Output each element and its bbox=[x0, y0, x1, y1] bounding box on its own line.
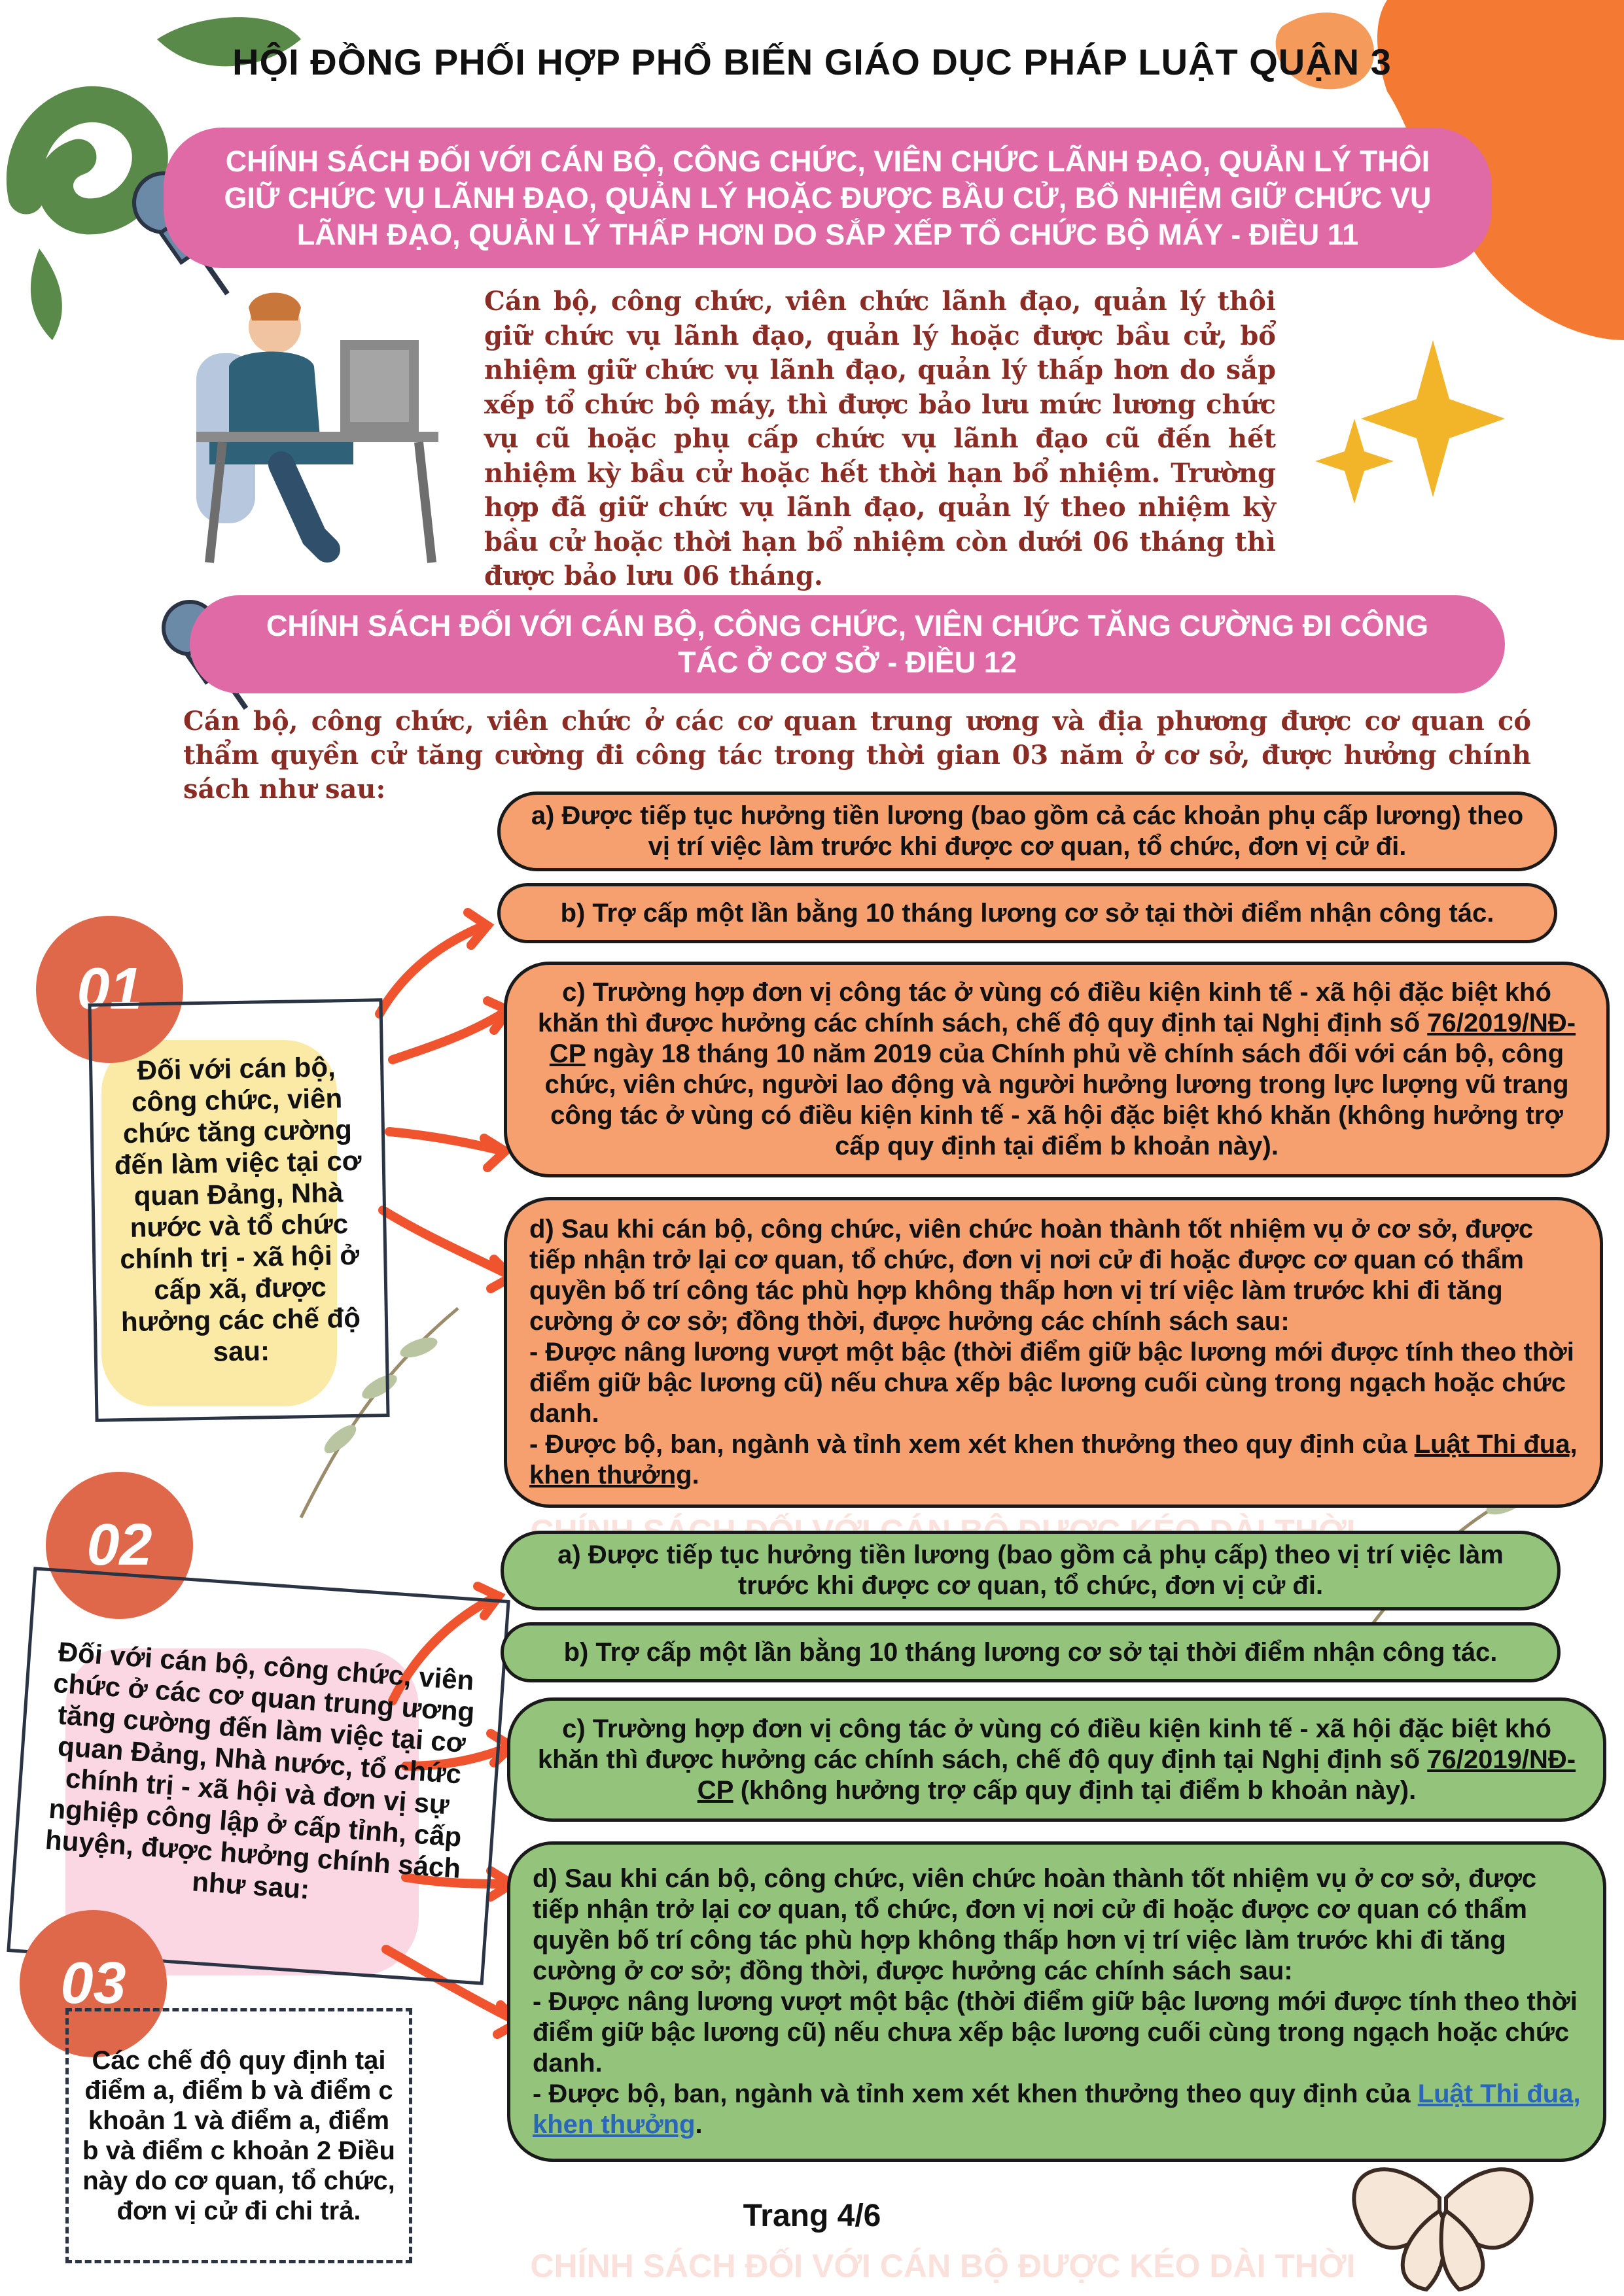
group-2-item-a-text: a) Được tiếp tục hưởng tiền lương (bao gồm cả phụ cấp) theo vị trí việc làm trước khi được cơ quan, tổ chức, đơn vị cử đi. bbox=[557, 1540, 1504, 1600]
section-11-heading-line: LÃNH ĐẠO, QUẢN LÝ THẤP HƠN DO SẮP XẾP TỔ CHỨC BỘ MÁY - ĐIỀU 11 bbox=[296, 217, 1359, 251]
star-large bbox=[1361, 340, 1505, 497]
badge-01: 01 bbox=[36, 916, 183, 1063]
group-3-description-text: Các chế độ quy định tại điểm a, điểm b và điểm c khoản 1 và điểm a, điểm b và điểm c khoản 2 Điều này do cơ quan, tổ chức, đơn vị cử đi chi trả. bbox=[82, 2046, 395, 2225]
arrows-group-1 bbox=[380, 913, 512, 1289]
page-title: HỘI ĐỒNG PHỐI HỢP PHỔ BIẾN GIÁO DỤC PHÁP LUẬT QUẬN 3 bbox=[232, 41, 1392, 82]
item-d-bullet-1: - Được nâng lương vượt một bậc (thời điểm giữ bậc lương mới được tính theo thời điểm giữ bậc lương cũ) nếu chưa xếp bậc lương cuối cùng trong ngạch hoặc chức danh. bbox=[529, 1338, 1574, 1428]
woman-at-computer-illustration bbox=[196, 293, 438, 563]
item-c-text-post: (không hưởng trợ cấp quy định tại điểm b khoản này). bbox=[740, 1775, 1417, 1805]
green-leaf-swirl bbox=[24, 104, 150, 217]
decree-76-2019-link[interactable]: 76/2019/NĐ-CP bbox=[549, 1009, 1576, 1068]
item-d-main: d) Sau khi cán bộ, công chức, viên chức hoàn thành tốt nhiệm vụ ở cơ sở, được tiếp nhận trở lại cơ quan, tổ chức, đơn vị nơi cử đi hoặc được cơ quan có thẩm quyền bố trí công tác phù hợp không thấp hơn vị trí việc làm trước khi đi tăng cường ở cơ sở; đồng thời, được hưởng các chính sách sau: bbox=[529, 1215, 1534, 1336]
group-1-description bbox=[88, 998, 389, 1422]
law-emulation-reward-link[interactable]: Luật Thi đua, khen thưởng bbox=[529, 1430, 1578, 1489]
section-11-body: Cán bộ, công chức, viên chức lãnh đạo, quản lý thôi giữ chức vụ lãnh đạo, quản lý hoặc được bầu cử, bổ nhiệm giữ chức vụ lãnh đạo, quản lý thấp hơn do sắp xếp tổ chức bộ máy, thì được bảo lưu mức lương chức vụ cũ hoặc phụ cấp chức vụ lãnh đạo cũ đến hết nhiệm kỳ bầu cử hoặc hết thời hạn bổ nhiệm. Trường hợp đã giữ chức vụ lãnh đạo, quản lý theo nhiệm kỳ bầu cử hoặc thời hạn bổ nhiệm còn dưới 06 tháng thì được bảo lưu 06 tháng. bbox=[484, 286, 1276, 591]
item-d-bullet-2-end: . bbox=[695, 2110, 703, 2139]
section-11-heading-line: GIỮ CHỨC VỤ LÃNH ĐẠO, QUẢN LÝ HOẶC ĐƯỢC BẦU CỬ, BỔ NHIỆM GIỮ CHỨC VỤ bbox=[224, 181, 1432, 215]
faded-bottom-heading: CHÍNH SÁCH ĐỐI VỚI CÁN BỘ ĐƯỢC KÉO DÀI THỜI bbox=[530, 2248, 1356, 2284]
item-d-main: d) Sau khi cán bộ, công chức, viên chức hoàn thành tốt nhiệm vụ ở cơ sở, được tiếp nhận trở lại cơ quan, tổ chức, đơn vị nơi cử đi hoặc được cơ quan có thẩm quyền bố trí công tác phù hợp không thấp hơn vị trí việc làm trước khi đi tăng cường ở cơ sở; đồng thời, được hưởng các chính sách sau: bbox=[533, 1864, 1537, 1985]
item-d-bullet-2 bbox=[529, 1429, 1578, 1491]
item-d-bullet-2 bbox=[533, 2079, 1581, 2140]
group-2-item-d bbox=[507, 1841, 1606, 2162]
page-number: Trang 4/6 bbox=[743, 2199, 881, 2233]
group-1-item-a bbox=[497, 791, 1557, 871]
section-12-intro: Cán bộ, công chức, viên chức ở các cơ quan trung ương và địa phương được cơ quan có thẩm quyền cử tăng cường đi công tác trong thời gian 03 năm ở cơ sở, được hưởng chính sách như sau: bbox=[183, 706, 1531, 805]
decree-76-2019-link[interactable]: 76/2019/NĐ-CP bbox=[697, 1745, 1576, 1805]
section-11-heading bbox=[164, 128, 1492, 268]
star-small bbox=[1315, 419, 1394, 504]
group-1-item-d-text bbox=[529, 1214, 1578, 1491]
group-2-item-c-text bbox=[537, 1714, 1577, 1806]
item-d-bullet-2-text: - Được bộ, ban, ngành và tỉnh xem xét khen thưởng theo quy định của bbox=[529, 1430, 1407, 1459]
badge-02: 02 bbox=[46, 1472, 193, 1619]
group-2-item-a bbox=[501, 1531, 1561, 1610]
section-11-heading-line: CHÍNH SÁCH ĐỐI VỚI CÁN BỘ, CÔNG CHỨC, VIÊN CHỨC LÃNH ĐẠO, QUẢN LÝ THÔI bbox=[225, 144, 1430, 178]
group-2-item-b-text: b) Trợ cấp một lần bằng 10 tháng lương cơ sở tại thời điểm nhận công tác. bbox=[563, 1637, 1498, 1667]
section-12-heading bbox=[190, 595, 1505, 693]
item-d-bullet-2-end: . bbox=[692, 1461, 699, 1489]
section-12-heading-line: TÁC Ở CƠ SỞ - ĐIỀU 12 bbox=[678, 646, 1017, 679]
item-c-text-pre: c) Trường hợp đơn vị công tác ở vùng có điều kiện kinh tế - xã hội đặc biệt khó khăn thì được hưởng các chính sách, chế độ quy định tại Nghị định số bbox=[537, 1714, 1551, 1774]
group-2-item-d-text bbox=[533, 1864, 1581, 2140]
group-1-item-c-text bbox=[533, 977, 1580, 1162]
group-1-item-b bbox=[497, 883, 1557, 943]
group-1-item-b-text: b) Trợ cấp một lần bằng 10 tháng lương cơ sở tại thời điểm nhận công tác. bbox=[560, 898, 1494, 928]
item-c-text-post: ngày 18 tháng 10 năm 2019 của Chính phủ về chính sách đối với cán bộ, công chức, viên chức, người lao động và người hưởng lương trong lực lượng vũ trang công tác ở vùng có điều kiện kinh tế - xã hội đặc biệt khó khăn (không hưởng trợ cấp quy định tại điểm b khoản này). bbox=[544, 1039, 1569, 1160]
item-d-bullet-1: - Được nâng lương vượt một bậc (thời điểm giữ bậc lương mới được tính theo thời điểm giữ bậc lương cũ) nếu chưa xếp bậc lương cuối cùng trong ngạch hoặc chức danh. bbox=[533, 1987, 1578, 2078]
item-d-bullet-2-text: - Được bộ, ban, ngành và tỉnh xem xét khen thưởng theo quy định của bbox=[533, 2079, 1411, 2108]
section-12-heading-line: CHÍNH SÁCH ĐỐI VỚI CÁN BỘ, CÔNG CHỨC, VIÊN CHỨC TĂNG CƯỜNG ĐI CÔNG bbox=[266, 609, 1429, 642]
green-leaf-2 bbox=[31, 249, 62, 340]
group-2-item-b bbox=[501, 1622, 1561, 1682]
group-1-description-text: Đối với cán bộ, công chức, viên chức tăng cường đến làm việc tại cơ quan Đảng, Nhà nước và tổ chức chính trị - xã hội ở cấp xã, được hưởng các chế độ sau: bbox=[114, 1051, 362, 1367]
group-2-description-text: Đối với cán bộ, công chức, viên chức ở các cơ quan trung ương tăng cường đến làm việc tại cơ quan Đảng, Nhà nước, tổ chức chính trị - xã hội và đơn vị sự nghiệp công lập ở cấp tỉnh, cấp huyện, được hưởng chính sách như sau: bbox=[44, 1636, 476, 1905]
group-1-item-c bbox=[504, 962, 1610, 1177]
group-1-item-a-text: a) Được tiếp tục hưởng tiền lương (bao gồm cả các khoản phụ cấp lương) theo vị trí việc làm trước khi được cơ quan, tổ chức, đơn vị cử đi. bbox=[531, 801, 1524, 861]
group-2-item-c bbox=[507, 1697, 1606, 1822]
law-emulation-reward-link[interactable]: Luật Thi đua, khen thưởng bbox=[533, 2079, 1581, 2139]
group-1-item-d bbox=[504, 1197, 1603, 1508]
item-c-text-pre: c) Trường hợp đơn vị công tác ở vùng có điều kiện kinh tế - xã hội đặc biệt khó khăn thì được hưởng các chính sách, chế độ quy định tại Nghị định số bbox=[537, 978, 1551, 1037]
badge-03: 03 bbox=[20, 1910, 167, 2057]
